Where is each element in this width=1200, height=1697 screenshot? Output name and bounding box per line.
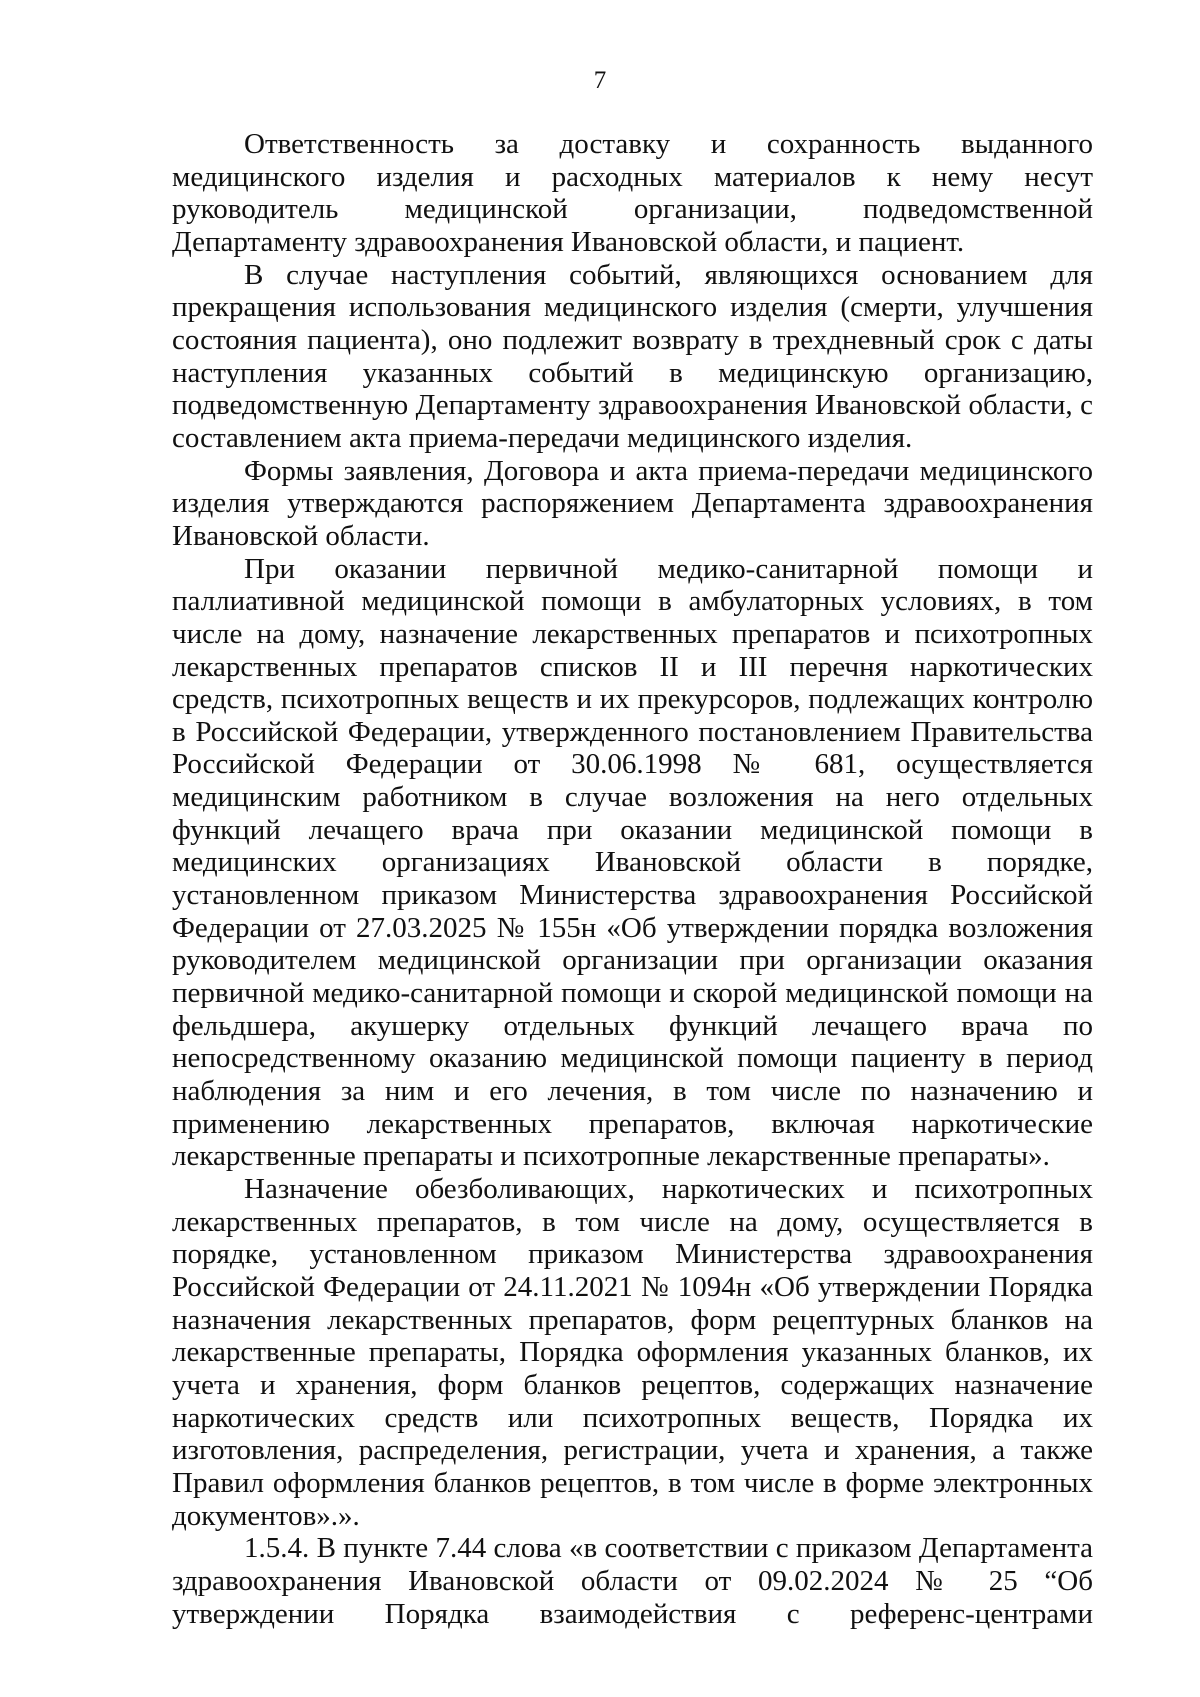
document-body	[172, 128, 1093, 1630]
paragraph-amendment-1-5-4: 1.5.4. В пункте 7.44 слова «в соответствии с приказом Департамента здравоохранения Ивановской области от 09.02.2024 № 25 “Об утверждении Порядка взаимодействия с референс-центрами	[172, 1532, 1093, 1630]
page-number: 7	[593, 67, 607, 94]
paragraph-device-return: В случае наступления событий, являющихся основанием для прекращения использования медицинского изделия (смерти, улучшения состояния пациента), оно подлежит возврату в трехдневный срок с даты наступления указанных событий в медицинскую организацию, подведомственную Департаменту здравоохранения Ивановской области, с составлением акта приема-передачи медицинского изделия.	[172, 258, 1093, 454]
paragraph-application-forms: Формы заявления, Договора и акта приема-передачи медицинского изделия утверждаются распоряжением Департамента здравоохранения Ивановской области.	[172, 454, 1093, 552]
paragraph-primary-care-prescription: При оказании первичной медико-санитарной помощи и паллиативной медицинской помощи в амбулаторных условиях, в том числе на дому, назначение лекарственных препаратов и психотропных лекарственных препаратов списков II и III перечня наркотических средств, психотропных веществ и их прекурсоров, подлежащих контролю в Российской Федерации, утвержденного постановлением Правительства Российской Федерации от 30.06.1998 № 681, осуществляется медицинским работником в случае возложения на него отдельных функций лечащего врача при оказании медицинской помощи в медицинских организациях Ивановской области в порядке, установленном приказом Министерства здравоохранения Российской Федерации от 27.03.2025 № 155н «Об утверждении порядка возложения руководителем медицинской организации при организации оказания первичной медико-санитарной помощи и скорой медицинской помощи на фельдшера, акушерку отдельных функций лечащего врача по непосредственному оказанию медицинской помощи пациенту в период наблюдения за ним и его лечения, в том числе по назначению и применению лекарственных препаратов, включая наркотические лекарственные препараты и психотропные лекарственные препараты».	[172, 552, 1093, 1173]
paragraph-responsibility: Ответственность за доставку и сохранность выданного медицинского изделия и расходных материалов к нему несут руководитель медицинской организации, подведомственной Департаменту здравоохранения Ивановской области, и пациент.	[172, 128, 1093, 258]
paragraph-analgesic-prescription: Назначение обезболивающих, наркотических и психотропных лекарственных препаратов, в том числе на дому, осуществляется в порядке, установленном приказом Министерства здравоохранения Российской Федерации от 24.11.2021 № 1094н «Об утверждении Порядка назначения лекарственных препаратов, форм рецептурных бланков на лекарственные препараты, Порядка оформления указанных бланков, их учета и хранения, форм бланков рецептов, содержащих назначение наркотических средств или психотропных веществ, Порядка их изготовления, распределения, регистрации, учета и хранения, а также Правил оформления бланков рецептов, в том числе в форме электронных документов».».	[172, 1173, 1093, 1532]
